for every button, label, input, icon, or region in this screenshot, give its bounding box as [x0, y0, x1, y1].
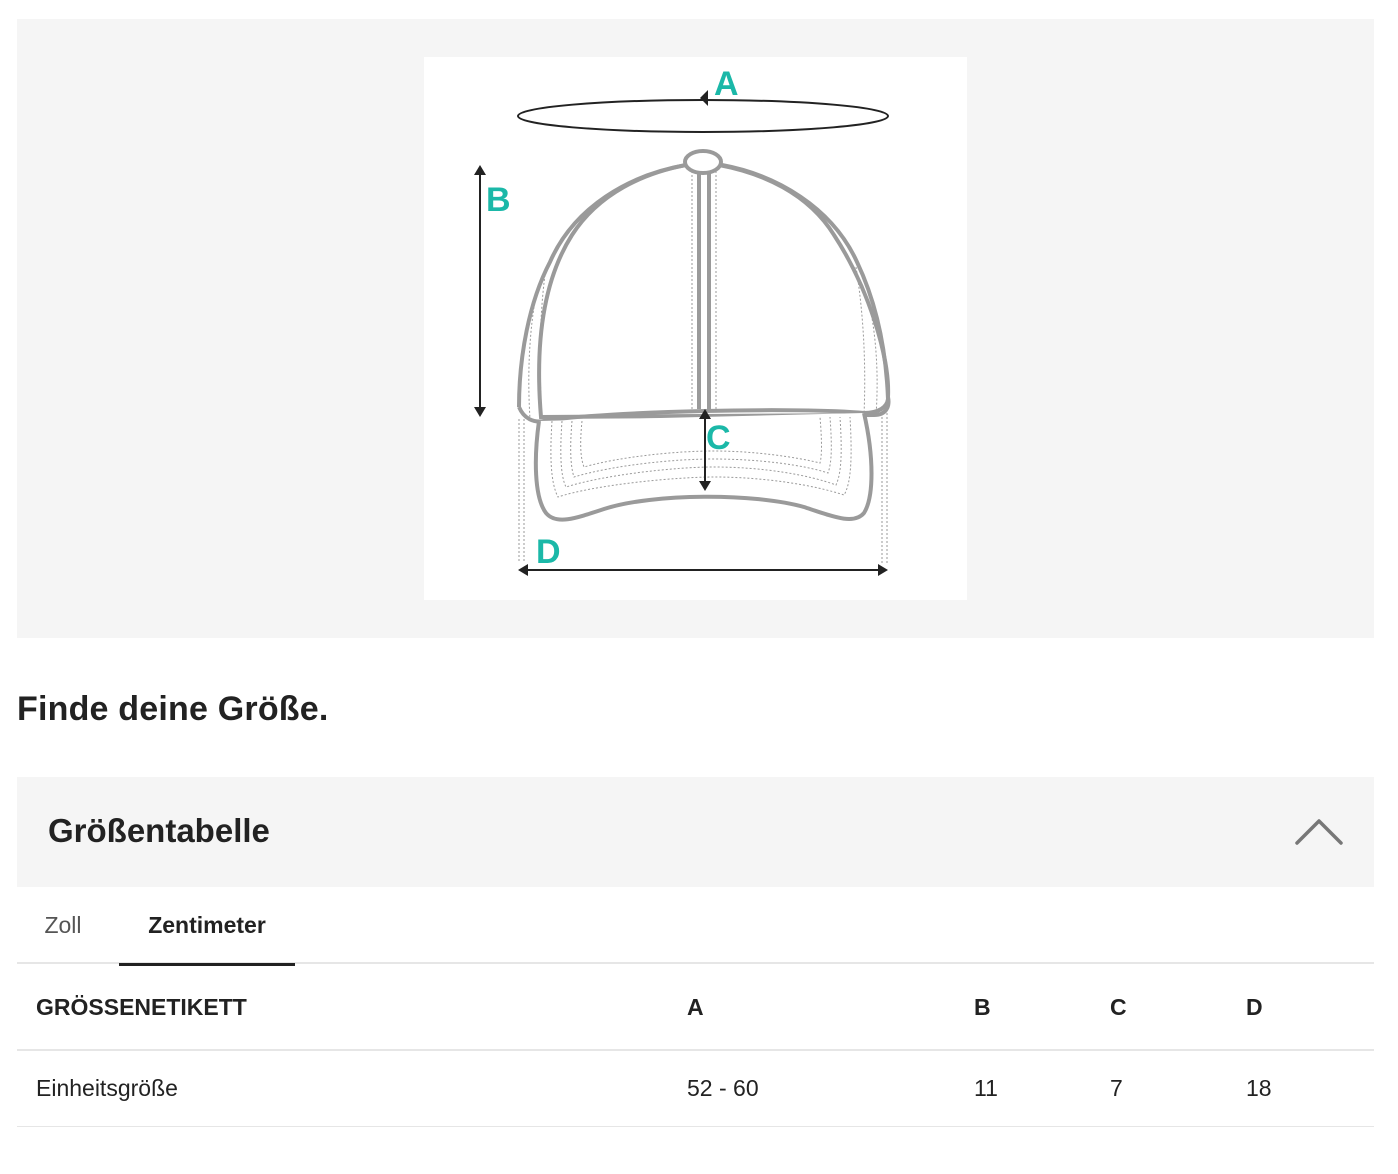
arrow-d-right: [878, 564, 888, 576]
header-size-label: GRÖSSENETIKETT: [17, 966, 687, 1050]
cell-a: 52 - 60: [687, 1050, 974, 1126]
table-header-row: [17, 966, 1374, 1050]
header-c: C: [1110, 966, 1246, 1050]
size-table: [17, 966, 1374, 1127]
label-c: C: [706, 419, 731, 457]
cell-d: 18: [1246, 1050, 1374, 1126]
arrow-a-head: [700, 90, 708, 106]
size-chart-accordion-header[interactable]: [17, 777, 1374, 887]
size-figure-panel: [17, 19, 1374, 638]
chevron-up-icon[interactable]: [1294, 815, 1344, 847]
arrow-d-left: [518, 564, 528, 576]
cell-b: 11: [974, 1050, 1110, 1126]
header-d: D: [1246, 966, 1374, 1050]
cap-crown: [539, 165, 888, 417]
page-title: Finde deine Größe.: [17, 690, 329, 728]
tab-zentimeter-label: Zentimeter: [148, 912, 266, 938]
head-ellipse: [518, 100, 888, 132]
cap-measurement-diagram: [424, 57, 967, 600]
arrow-b-bottom: [474, 407, 486, 417]
arrow-b-top: [474, 165, 486, 175]
unit-tabs: [17, 888, 1374, 964]
cell-c: 7: [1110, 1050, 1246, 1126]
label-a: A: [714, 65, 739, 103]
tab-zentimeter[interactable]: [119, 888, 295, 964]
label-d: D: [536, 533, 561, 571]
label-b: B: [486, 181, 511, 219]
tab-zoll[interactable]: Zoll: [44, 912, 82, 938]
header-b: B: [974, 966, 1110, 1050]
cap-diagram-svg: [424, 57, 967, 600]
cell-size-label: Einheitsgröße: [17, 1050, 687, 1126]
accordion-title: Größentabelle: [48, 812, 270, 849]
header-a: A: [687, 966, 974, 1050]
table-row: [17, 1050, 1374, 1126]
cap-button: [685, 151, 721, 173]
